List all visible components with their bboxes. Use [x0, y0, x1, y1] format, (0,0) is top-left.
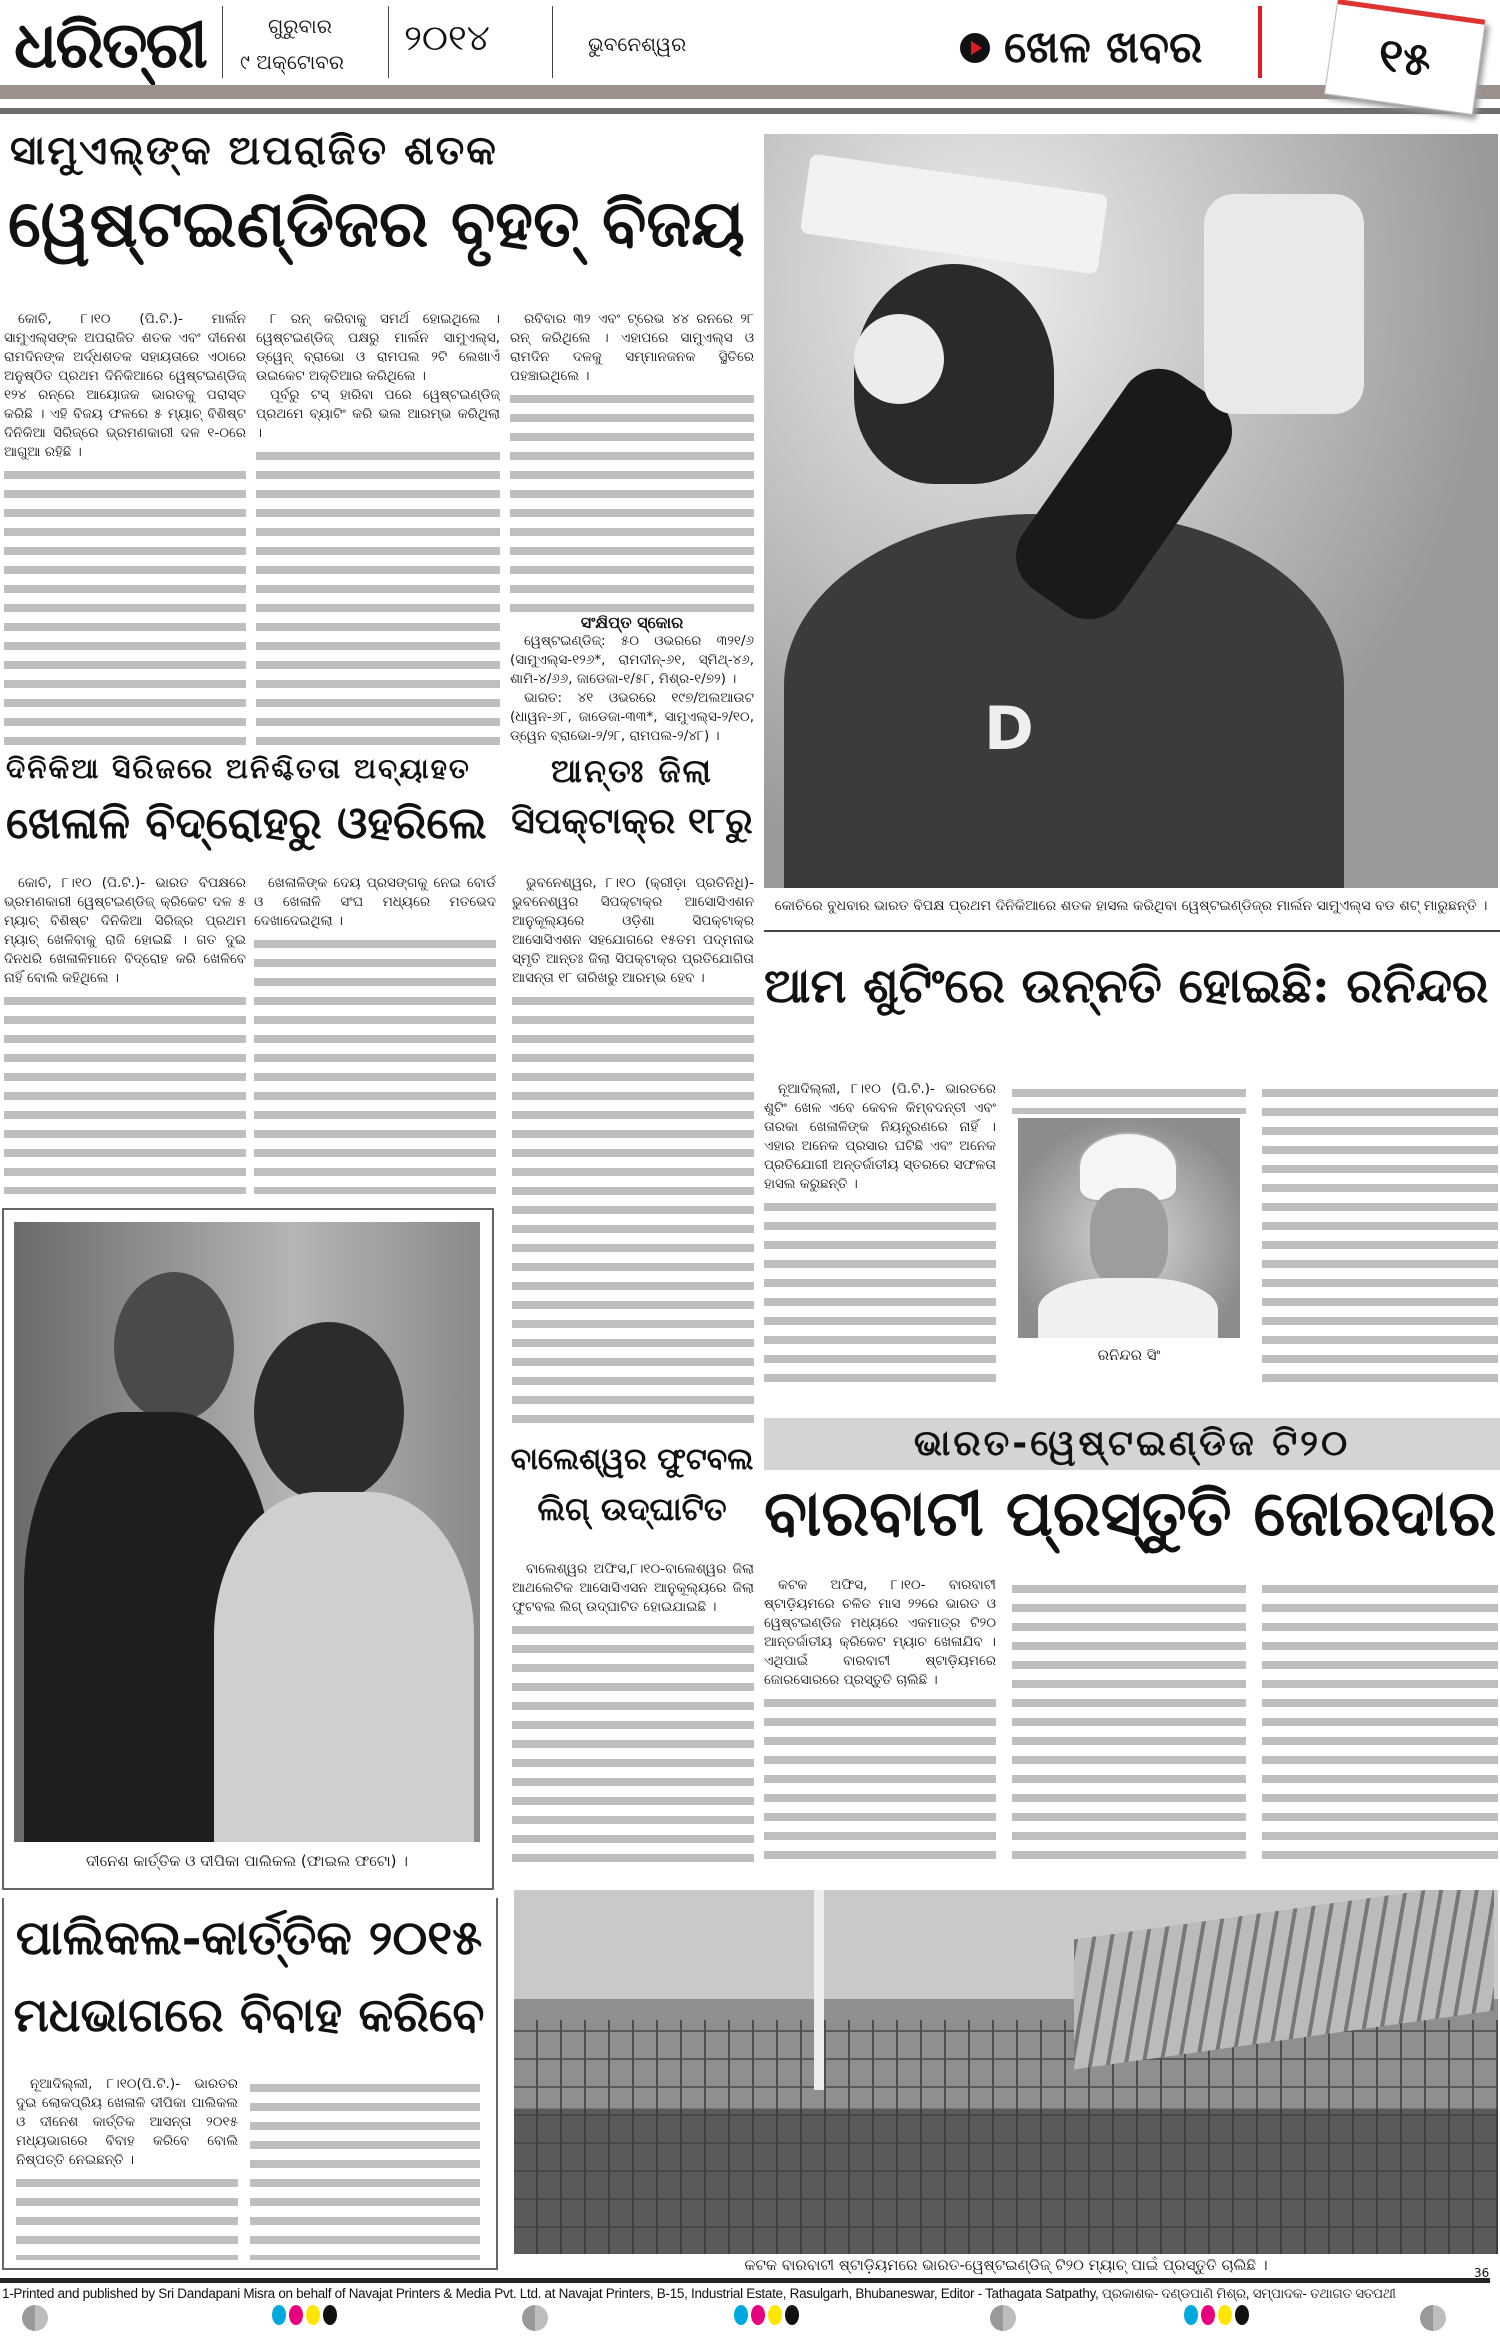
cmyk-color-bar [272, 2305, 337, 2325]
newspaper-logo: ଧରିତ୍ରୀ [14, 8, 206, 83]
main-photo-caption: କୋଚିରେ ବୁଧବାର ଭାରତ ବିପକ୍ଷ ପ୍ରଥମ ଦିନିକିଆରେ ଶତକ ହାସଲ କରିଥିବା ୱେଷ୍ଟଇଣ୍ଡିଜ୍‌ର ମାର୍ଲନ ସାମୁଏଲ୍ସ ବଡ ଶଟ୍ ମାରୁଛନ୍ତି । [774, 898, 1488, 914]
main-story-col-2 [256, 310, 500, 746]
shooting-col-3 [1262, 1080, 1498, 1390]
karthik-pallikal-photo [14, 1222, 480, 1842]
section-title [960, 22, 1250, 73]
barabati-stadium-photo [514, 1890, 1498, 2254]
story-paragraph: ଖେଳାଳିଙ୍କ ଦେୟ ପ୍ରସଙ୍ଗକୁ ନେଇ ବୋର୍ଡ ଓ ଖେଳାଳି ସଂଘ ମଧ୍ୟରେ ମତଭେଦ ଦେଖାଦେଇଥିଲା । [254, 875, 496, 929]
barabati-col-2 [1012, 1576, 1246, 1860]
baleswar-headline-1: ବାଲେଶ୍ୱର ଫୁଟବଲ [510, 1442, 754, 1477]
shooting-col-2-top [1012, 1080, 1246, 1114]
story-paragraph: ରବିବାର ୩୨ ଏବଂ ଟ୍ରେଭ ୪୪ ରନରେ ୨୮ ରନ୍ କରିଥିଲେ । ଏହାପରେ ସାମୁଏଲ୍ସ ଓ ରାମଦିନ ଦଳକୁ ସମ୍ମାନଜନକ ସ୍ଥିତିରେ ପହଞ୍ଚାଇଥିଲେ । [510, 311, 754, 384]
story-paragraph: କୋଚି, ୮।୧୦ (ପି.ଟି.)- ଭାରତ ବିପକ୍ଷରେ ଭ୍ରମଣକାରୀ ୱେଷ୍ଟଇଣ୍ଡିଜ୍ କ୍ରିକେଟ ଦଳ ୫ ମ୍ୟାଚ୍ ବିଶିଷ୍ଟ ଦିନିକିଆ ସିରିଜ୍‌ର ପ୍ରଥମ ମ୍ୟାଚ୍ ଖେଳିବାକୁ ରାଜି ହୋଇଛି । ଗତ ଦୁଇ ଦିନଧରି ଖେଳାଳିମାନେ ବିଦ୍ରୋହ କରି ଖେଳିବେ ନାହିଁ ବୋଲି କହିଥିଲେ । [4, 875, 246, 986]
masthead-city: ଭୁବନେଶ୍ୱର [588, 32, 687, 56]
ranindar-caption: ରନିନ୍ଦର ସିଂ [1097, 1346, 1161, 1364]
red-rule [1258, 6, 1262, 78]
revolt-col-1 [4, 874, 246, 1194]
main-story-col-1 [4, 310, 246, 746]
header-rule-thin [0, 108, 1500, 114]
story-paragraph: ୮ ରନ୍ କରିବାକୁ ସମର୍ଥ ହୋଇଥିଲେ । ୱେଷ୍ଟଇଣ୍ଡିଜ୍ ପକ୍ଷରୁ ମାର୍ଲନ ସାମୁଏଲ୍ସ, ଡ୍ୱେନ୍ ବ୍ରାଭୋ ଓ ରାମପଲ ୨ଟି ଲେଖାଏଁ ଉଇକେଟ ଅକ୍ତିଆର କରିଥିଲେ । [256, 311, 500, 384]
story-paragraph: ବାଲେଶ୍ୱର ଅଫିସ,୮।୧୦-ବାଲେଶ୍ୱର ଜିଲା ଆଥଲେଟିକ ଆସୋସିଏସନ ଆନୁକୂଲ୍ୟରେ ଜିଲା ଫୁଟବଲ ଲିଗ୍ ଉଦ୍‌ଘାଟିତ ହୋଇଯାଇଛି । [512, 1561, 754, 1615]
barabati-col-3 [1262, 1576, 1498, 1860]
footer-imprint: 1-Printed and published by Sri Dandapani Misra on behalf of Navajat Printers & Media Pvt. Ltd. at Navajat Printers, B-15, Industrial Estate, Rasulgarh, Bhubaneswar, Editor - Tathagata Satpathy, ପ୍ରକାଶକ- ଦଣ୍ଡପାଣି ମିଶ୍ର, ସମ୍ପାଦକ- ତଥାଗତ ସତପଥୀ [2, 2286, 1396, 2301]
story-paragraph: ପୂର୍ବରୁ ଟସ୍ ହାରିବା ପରେ ୱେଷ୍ଟଇଣ୍ଡିଜ୍ ପ୍ରଥମେ ବ୍ୟାଟିଂ କରି ଭଲ ଆରମ୍ଭ କରିଥିଲା । [256, 387, 500, 441]
main-headline: ୱେଷ୍ଟଇଣ୍ଡିଜର ବୃହତ୍ ବିଜୟ [8, 186, 745, 262]
masthead-day: ଗୁରୁବାର [268, 14, 332, 38]
main-kicker: ସାମୁଏଲ୍‌ଙ୍କ ଅପରାଜିତ ଶତକ [10, 128, 498, 174]
story-paragraph: ଭୁବନେଶ୍ୱର, ୮।୧୦ (କ୍ରୀଡ଼ା ପ୍ରତିନିଧି)- ଭୁବନେଶ୍ୱର ସିପକ୍‌ଟାକ୍ର ଆସୋସିଏଶନ ଆନୁକୂଲ୍ୟରେ ଓଡ଼ିଶା ସିପକ୍‌ଟାକ୍ର ଆସୋସିଏଶନ ସହଯୋଗରେ ୧୫ତମ ପଦ୍ମନାଭ ସ୍ମୃତି ଆନ୍ତଃ ଜିଲା ସିପକ୍‌ଟାକ୍ର ପ୍ରତିଯୋଗିତା ଆସନ୍ତା ୧୮ ତାରିଖରୁ ଆରମ୍ଭ ହେବ । [512, 875, 754, 986]
couple-photo-caption: ଦୀନେଶ କାର୍ତ୍ତିକ ଓ ଦୀପିକା ପାଲିକଲ (ଫାଇଲ ଫଟୋ) । [86, 1852, 408, 1870]
registration-mark [522, 2305, 548, 2331]
sepak-kicker: ଆନ୍ତଃ ଜିଲା [551, 752, 713, 790]
story-paragraph: ନୂଆଦିଲ୍ଲୀ, ୮।୧୦(ପି.ଟି.)- ଭାରତର ଦୁଇ ଲୋକପ୍ରିୟ ଖେଳାଳି ଦୀପିକା ପାଲିକଲ ଓ ଦୀନେଶ କାର୍ତ୍ତିକ ଆସନ୍ତା ୨୦୧୫ ମଧ୍ୟଭାଗରେ ବିବାହ କରିବେ ବୋଲି ନିଷ୍ପତ୍ତି ନେଇଛନ୍ତି । [16, 2076, 238, 2168]
samuels-batting-photo: D [764, 134, 1498, 888]
header-rule [0, 85, 1500, 99]
cmyk-color-bar [1184, 2305, 1249, 2325]
masthead-date: ୯ ଅକ୍ଟୋବର [240, 50, 345, 74]
shooting-headline: ଆମ ଶୁଟିଂରେ ଉନ୍ନତି ହୋଇଛି: ରନିନ୍ଦର [764, 958, 1489, 1014]
revolt-kicker: ଦିନିକିଆ ସିରିଜରେ ଅନିଶ୍ଚିତତା ଅବ୍ୟାହତ [6, 752, 471, 785]
story-paragraph: କଟକ ଅଫିସ, ୮।୧୦- ବାରବାଟୀ ଷ୍ଟାଡ଼ିୟମରେ ଚଳିତ ମାସ ୨୨ରେ ଭାରତ ଓ ୱେଷ୍ଟଇଣ୍ଡିଜ ମଧ୍ୟରେ ଏକମାତ୍ର ଟି୨୦ ଆନ୍ତର୍ଜାତୀୟ କ୍ରିକେଟ ମ୍ୟାଚ ଖେଳାଯିବ । ଏଥିପାଇଁ ବାରବାଟୀ ଷ୍ଟାଡ଼ିୟମରେ ଜୋରସୋରରେ ପ୍ରସ୍ତୁତି ଚାଲିଛି । [764, 1577, 996, 1688]
registration-mark [1420, 2305, 1446, 2331]
barabati-headline: ବାରବାଟୀ ପ୍ରସ୍ତୁତି ଜୋରଦାର [764, 1476, 1497, 1550]
scorecard-wi: ୱେଷ୍ଟଇଣ୍ଡିଜ୍: ୫୦ ଓଭରରେ ୩୨୧/୬ (ସାମୁଏଲ୍ସ-୧୨୬*, ରାମଦୀନ୍-୬୧, ସ୍ମିଥ୍-୪୬, ଶାମି-୪/୬୬, ଜାଡେଜା-୧/୫୮, ମିଶ୍ର-୧/୭୨) । [510, 633, 754, 687]
baleswar-headline-2: ଲିଗ୍ ଉଦ୍‌ଘାଟିତ [537, 1490, 727, 1528]
registration-mark [22, 2305, 48, 2331]
shooting-col-1 [764, 1080, 996, 1390]
main-story-col-3 [510, 310, 754, 746]
divider [222, 6, 223, 78]
stadium-photo-caption: କଟକ ବାରବାଟୀ ଷ୍ଟାଡ଼ିୟମରେ ଭାରତ-ୱେଷ୍ଟଇଣ୍ଡିଜ୍ ଟି୨୦ ମ୍ୟାଚ୍ ପାଇଁ ପ୍ରସ୍ତୁତି ଚାଲିଛି । [744, 2256, 1268, 2274]
play-bullet-icon [960, 33, 990, 63]
section-label: ଖେଳ ଖବର [1004, 22, 1203, 73]
divider [764, 930, 1500, 932]
story-paragraph: କୋଚି, ୮।୧୦ (ପି.ଟି.)- ମାର୍ଲନ ସାମୁଏଲ୍ସଙ୍କ ଅପରାଜିତ ଶତକ ଏବଂ ଦୀନେଶ ରାମଦିନଙ୍କ ଅର୍ଦ୍ଧଶତକ ସହାୟତାରେ ଏଠାରେ ଅନୁଷ୍ଠିତ ପ୍ରଥମ ଦିନିକିଆରେ ୱେଷ୍ଟଇଣ୍ଡିଜ୍ ୧୨୪ ରନ୍‌ରେ ଆୟୋଜକ ଭାରତକୁ ପରାସ୍ତ କରିଛି । ଏହି ବିଜୟ ଫଳରେ ୫ ମ୍ୟାଚ୍ ବିଶିଷ୍ଟ ଦିନିକିଆ ସିରିଜ୍‌ରେ ଭ୍ରମଣକାରୀ ଦଳ ୧-୦ରେ ଆଗୁଆ ରହିଛି । [4, 311, 246, 460]
page-number: ୧୫ [1375, 26, 1435, 87]
revolt-col-2 [254, 874, 496, 1194]
registration-mark [990, 2305, 1016, 2331]
pallikal-headline-2: ମଧଭାଗରେ ବିବାହ କରିବେ [13, 1988, 485, 2043]
sheet-number: 36 [1474, 2266, 1490, 2280]
baleswar-col [512, 1560, 754, 1866]
ranindar-singh-photo [1018, 1118, 1240, 1338]
sepak-col [512, 874, 754, 1430]
scorecard-ind: ଭାରତ: ୪୧ ଓଭରରେ ୧୯୭/ଅଲଆଉଟ (ଧାୱନ-୬୮, ଜାଡେଜା-୩୩*, ସାମୁଏଲ୍ସ-୨/୧୦, ଡ୍ୱେନ ବ୍ରାଭୋ-୨/୨୮, ରାମପଲ-୨/୪୮) । [510, 690, 754, 744]
sepak-headline: ସିପକ୍‌ଟାକ୍ର ୧୮ରୁ [511, 800, 753, 842]
scorecard-title: ସଂକ୍ଷିପ୍ତ ସ୍କୋର [580, 613, 684, 632]
cmyk-color-bar [734, 2305, 799, 2325]
revolt-headline: ଖେଳାଳି ବିଦ୍ରୋହରୁ ଓହରିଲେ [6, 798, 487, 849]
divider [388, 6, 389, 78]
footer-rule [0, 2278, 1490, 2283]
barabati-col-1 [764, 1576, 996, 1860]
story-paragraph: ନୂଆଦିଲ୍ଲୀ, ୮।୧୦ (ପି.ଟି.)- ଭାରତରେ ଶୁଟିଂ ଖେଳ ଏବେ କେବଳ କିମ୍ବଦନ୍ତୀ ଏବଂ ତାରକା ଖେଳାଳିଙ୍କ ନିୟନ୍ତ୍ରଣରେ ନାହିଁ । ଏହାର ଅନେକ ପ୍ରସାର ଘଟିଛି ଏବଂ ଅନେକ ପ୍ରତିଯୋଗୀ ଅନ୍ତର୍ଜାତୀୟ ସ୍ତରରେ ସଫଳତା ହାସଲ କରୁଛନ୍ତି । [764, 1081, 996, 1192]
masthead-year: ୨୦୧୪ [404, 18, 490, 59]
divider [552, 6, 553, 78]
barabati-banner [764, 1418, 1500, 1470]
barabati-banner-text: ଭାରତ-ୱେଷ୍ଟଇଣ୍ଡିଜ ଟି୨୦ [913, 1423, 1351, 1464]
pallikal-headline-1: ପାଲିକଲ-କାର୍ତ୍ତିକ ୨୦୧୫ [15, 1910, 483, 1966]
pallikal-box [2, 1898, 498, 2270]
